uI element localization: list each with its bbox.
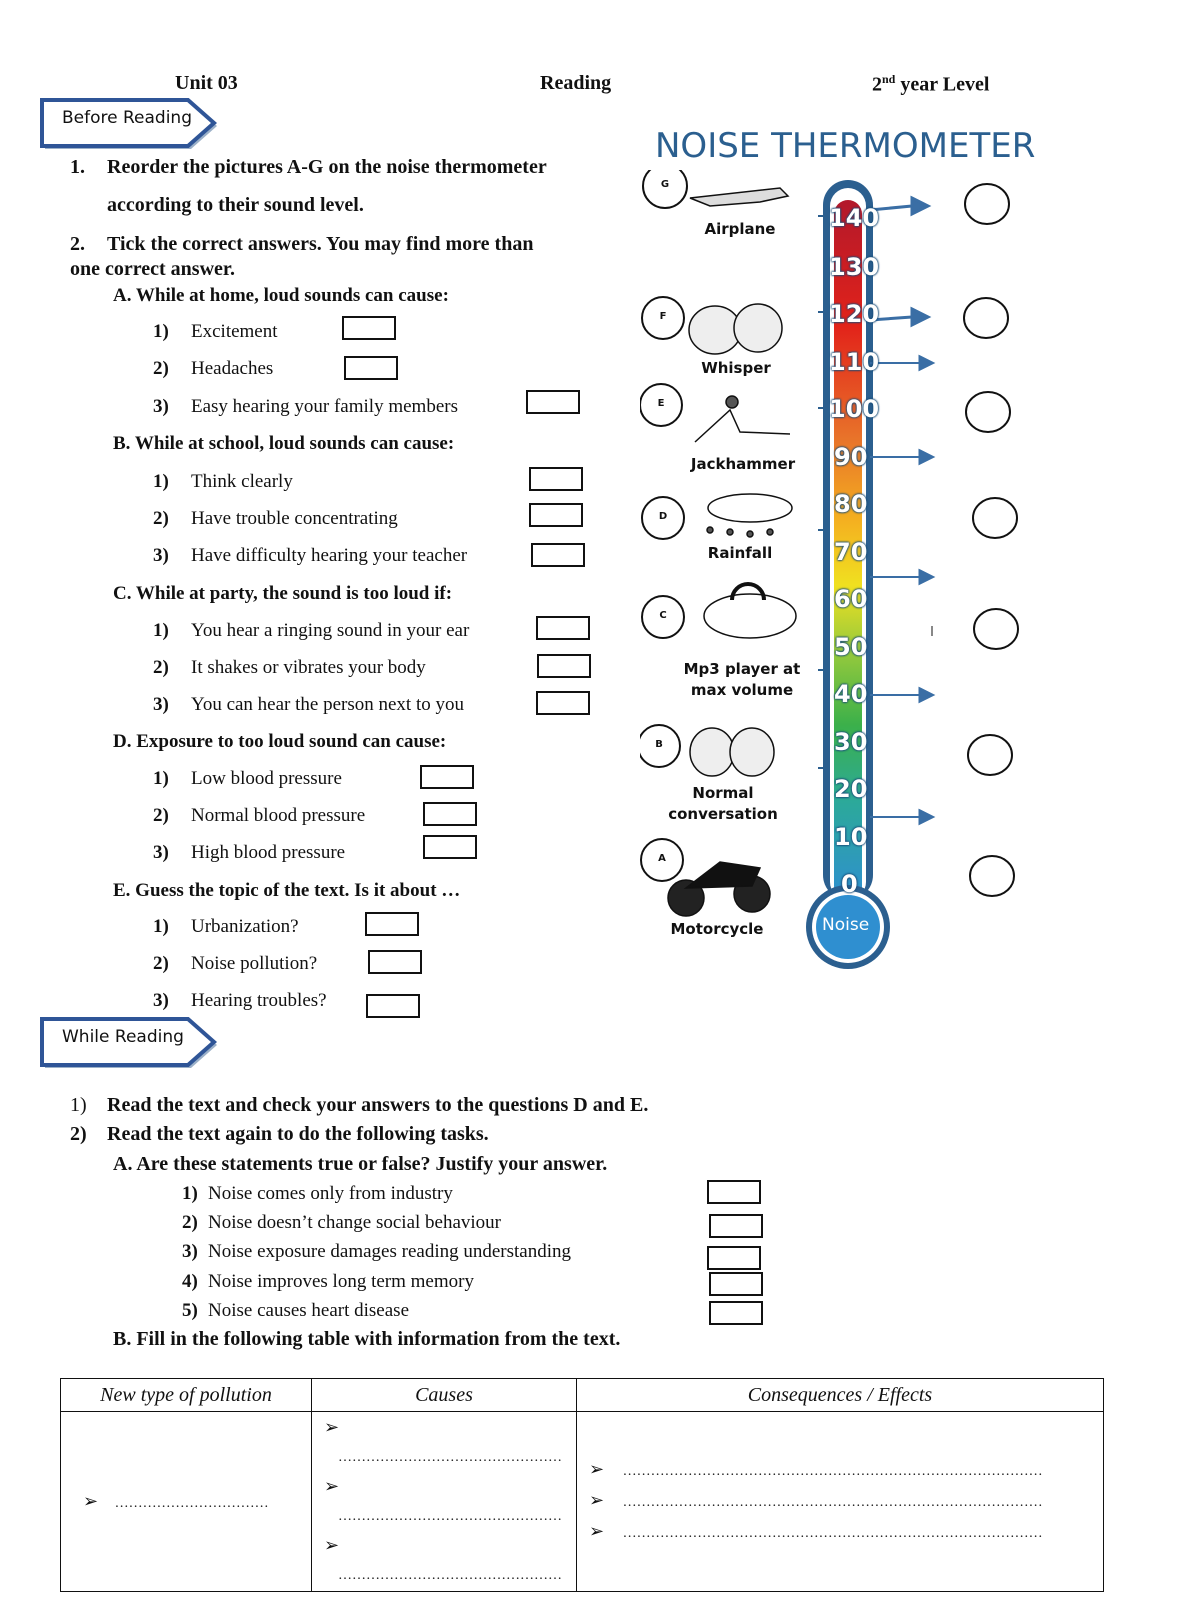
letter-d: D bbox=[658, 511, 668, 522]
option-a2: 2) Headaches bbox=[153, 358, 274, 379]
section-e-title: E. Guess the topic of the text. Is it about … bbox=[113, 880, 461, 901]
list-item bbox=[589, 1486, 1102, 1517]
option-d3: 3) High blood pressure bbox=[153, 842, 346, 863]
level-label: 2nd year Level bbox=[872, 72, 990, 96]
option-b2: 2) Have trouble concentrating bbox=[153, 508, 398, 529]
instruction-1-number: 1) bbox=[70, 1094, 87, 1116]
subject-label: Reading bbox=[540, 72, 612, 94]
answer-dots: ……………………………………………………………………………… bbox=[622, 1495, 1043, 1510]
checkbox-d3[interactable] bbox=[423, 835, 477, 859]
scale-10: 10 bbox=[834, 823, 868, 851]
option-c2: 2) It shakes or vibrates your body bbox=[153, 657, 426, 678]
scale-90: 90 bbox=[834, 443, 868, 471]
letter-a: A bbox=[658, 853, 666, 864]
scale-0: 0 bbox=[841, 870, 858, 898]
instruction-1: Read the text and check your answers to the questions D and E. bbox=[107, 1094, 649, 1116]
header-consequences: Consequences / Effects bbox=[577, 1379, 1104, 1412]
label-whisper: Whisper bbox=[701, 359, 771, 377]
label-conversation-line2: conversation bbox=[668, 805, 778, 823]
checkbox-c3[interactable] bbox=[536, 691, 590, 715]
instruction-2: Read the text again to do the following tasks. bbox=[107, 1123, 489, 1145]
checkbox-a1[interactable] bbox=[342, 316, 396, 340]
scale-70: 70 bbox=[834, 538, 868, 566]
checkbox-e2[interactable] bbox=[368, 950, 422, 974]
option-e1: 1) Urbanization? bbox=[153, 916, 299, 937]
list-item bbox=[589, 1455, 1102, 1486]
scale-140: 140 bbox=[829, 204, 880, 232]
table-header-row bbox=[61, 1379, 1104, 1412]
checkbox-b3[interactable] bbox=[531, 543, 585, 567]
list-item bbox=[324, 1413, 575, 1472]
bullet-arrow-icon: ➢ bbox=[589, 1459, 605, 1479]
q1-line2: according to their sound level. bbox=[107, 194, 364, 216]
before-reading-label: Before Reading bbox=[62, 108, 192, 128]
checkbox-e3[interactable] bbox=[366, 994, 420, 1018]
checkbox-a2[interactable] bbox=[344, 356, 398, 380]
scale-40: 40 bbox=[834, 680, 868, 708]
table-row bbox=[61, 1412, 1104, 1592]
bulb-label: Noise bbox=[822, 915, 870, 935]
scale-110: 110 bbox=[829, 348, 880, 376]
while-reading-label: While Reading bbox=[62, 1027, 184, 1047]
option-b3: 3) Have difficulty hearing your teacher bbox=[153, 545, 468, 566]
checkbox-e1[interactable] bbox=[365, 912, 419, 936]
letter-g: G bbox=[660, 179, 670, 190]
answer-dots: ………………………………………… bbox=[338, 1509, 562, 1524]
tf-box-4[interactable] bbox=[709, 1272, 763, 1296]
scale-130: 130 bbox=[829, 253, 880, 281]
noise-thermometer bbox=[640, 170, 1060, 990]
option-a1: 1) Excitement bbox=[153, 321, 278, 342]
header-causes: Causes bbox=[312, 1379, 577, 1412]
option-e3: 3) Hearing troubles? bbox=[153, 990, 327, 1011]
label-motorcycle: Motorcycle bbox=[670, 920, 764, 938]
tf-box-2[interactable] bbox=[709, 1214, 763, 1238]
bullet-arrow-icon: ➢ bbox=[83, 1491, 99, 1511]
causes-cell[interactable] bbox=[312, 1412, 577, 1592]
tf-box-5[interactable] bbox=[709, 1301, 763, 1325]
instruction-2-number: 2) bbox=[70, 1123, 87, 1145]
answer-dots: ……………………………………………………………………………… bbox=[622, 1526, 1043, 1541]
checkbox-b1[interactable] bbox=[529, 467, 583, 491]
label-rainfall: Rainfall bbox=[707, 544, 773, 562]
bullet-arrow-icon: ➢ bbox=[589, 1521, 605, 1541]
bullet-arrow-icon: ➢ bbox=[589, 1490, 605, 1510]
consequences-cell[interactable] bbox=[577, 1412, 1104, 1592]
bullet-arrow-icon: ➢ bbox=[324, 1535, 340, 1555]
tf-box-1[interactable] bbox=[707, 1180, 761, 1204]
checkbox-d1[interactable] bbox=[420, 765, 474, 789]
checkbox-c1[interactable] bbox=[536, 616, 590, 640]
section-a-title: A. While at home, loud sounds can cause: bbox=[113, 285, 449, 306]
q1-number: 1. bbox=[70, 156, 85, 178]
list-item bbox=[324, 1472, 575, 1531]
header-pollution: New type of pollution bbox=[61, 1379, 312, 1412]
tf-box-3[interactable] bbox=[707, 1246, 761, 1270]
while-reading-tag bbox=[38, 1015, 208, 1063]
label-conversation-line1: Normal bbox=[692, 784, 754, 802]
list-item bbox=[324, 1531, 575, 1590]
before-reading-tag bbox=[38, 96, 208, 144]
answer-dots: ……………………………………………………………………………… bbox=[622, 1464, 1043, 1479]
label-airplane: Airplane bbox=[704, 220, 776, 238]
statement-4: 4) Noise improves long term memory bbox=[182, 1271, 474, 1292]
option-b1: 1) Think clearly bbox=[153, 471, 293, 492]
bullet-arrow-icon: ➢ bbox=[324, 1417, 340, 1437]
option-e2: 2) Noise pollution? bbox=[153, 953, 318, 974]
checkbox-c2[interactable] bbox=[537, 654, 591, 678]
option-c3: 3) You can hear the person next to you bbox=[153, 694, 464, 715]
scale-20: 20 bbox=[834, 775, 868, 803]
q1-line1: Reorder the pictures A-G on the noise thermometer bbox=[107, 156, 547, 178]
checkbox-b2[interactable] bbox=[529, 503, 583, 527]
thermometer-title: NOISE THERMOMETER bbox=[655, 126, 1036, 166]
statement-1: 1) Noise comes only from industry bbox=[182, 1183, 453, 1204]
list-item bbox=[589, 1517, 1102, 1548]
q2-line2: one correct answer. bbox=[70, 258, 235, 280]
q2-line1: Tick the correct answers. You may find more than bbox=[107, 233, 534, 255]
option-c1: 1) You hear a ringing sound in your ear bbox=[153, 620, 470, 641]
scale-60: 60 bbox=[834, 585, 868, 613]
label-mp3-line2: max volume bbox=[690, 681, 794, 699]
section-d-title: D. Exposure to too loud sound can cause: bbox=[113, 731, 447, 752]
option-d2: 2) Normal blood pressure bbox=[153, 805, 366, 826]
option-a3: 3) Easy hearing your family members bbox=[153, 396, 458, 417]
statement-2: 2) Noise doesn’t change social behaviour bbox=[182, 1212, 502, 1233]
scale-50: 50 bbox=[834, 633, 868, 661]
statement-3: 3) Noise exposure damages reading understanding bbox=[182, 1241, 572, 1262]
section-b-title: B. While at school, loud sounds can cause: bbox=[113, 433, 455, 454]
letter-b: B bbox=[655, 739, 663, 750]
checkbox-a3[interactable] bbox=[526, 390, 580, 414]
scale-120: 120 bbox=[829, 300, 880, 328]
answer-dots: ………………………………………… bbox=[338, 1450, 562, 1465]
statement-5: 5) Noise causes heart disease bbox=[182, 1300, 410, 1321]
option-d1: 1) Low blood pressure bbox=[153, 768, 342, 789]
label-mp3-line1: Mp3 player at bbox=[683, 660, 801, 678]
letter-e: E bbox=[657, 398, 665, 409]
letter-f: F bbox=[659, 311, 667, 322]
fill-in-table bbox=[60, 1378, 1104, 1592]
answer-dots: …………………………… bbox=[114, 1496, 269, 1511]
scale-80: 80 bbox=[834, 490, 868, 518]
checkbox-d2[interactable] bbox=[423, 802, 477, 826]
task-a-title: A. Are these statements true or false? Justify your answer. bbox=[113, 1153, 608, 1175]
scale-30: 30 bbox=[834, 728, 868, 756]
q2-number: 2. bbox=[70, 233, 85, 255]
pollution-cell[interactable] bbox=[61, 1412, 312, 1592]
section-c-title: C. While at party, the sound is too loud if: bbox=[113, 583, 453, 604]
letter-c: C bbox=[659, 610, 667, 621]
task-b-title: B. Fill in the following table with information from the text. bbox=[113, 1328, 621, 1350]
scale-100: 100 bbox=[829, 395, 880, 423]
unit-label: Unit 03 bbox=[175, 72, 238, 94]
bullet-arrow-icon: ➢ bbox=[324, 1476, 340, 1496]
answer-dots: ………………………………………… bbox=[338, 1568, 562, 1583]
label-jackhammer: Jackhammer bbox=[690, 455, 796, 473]
